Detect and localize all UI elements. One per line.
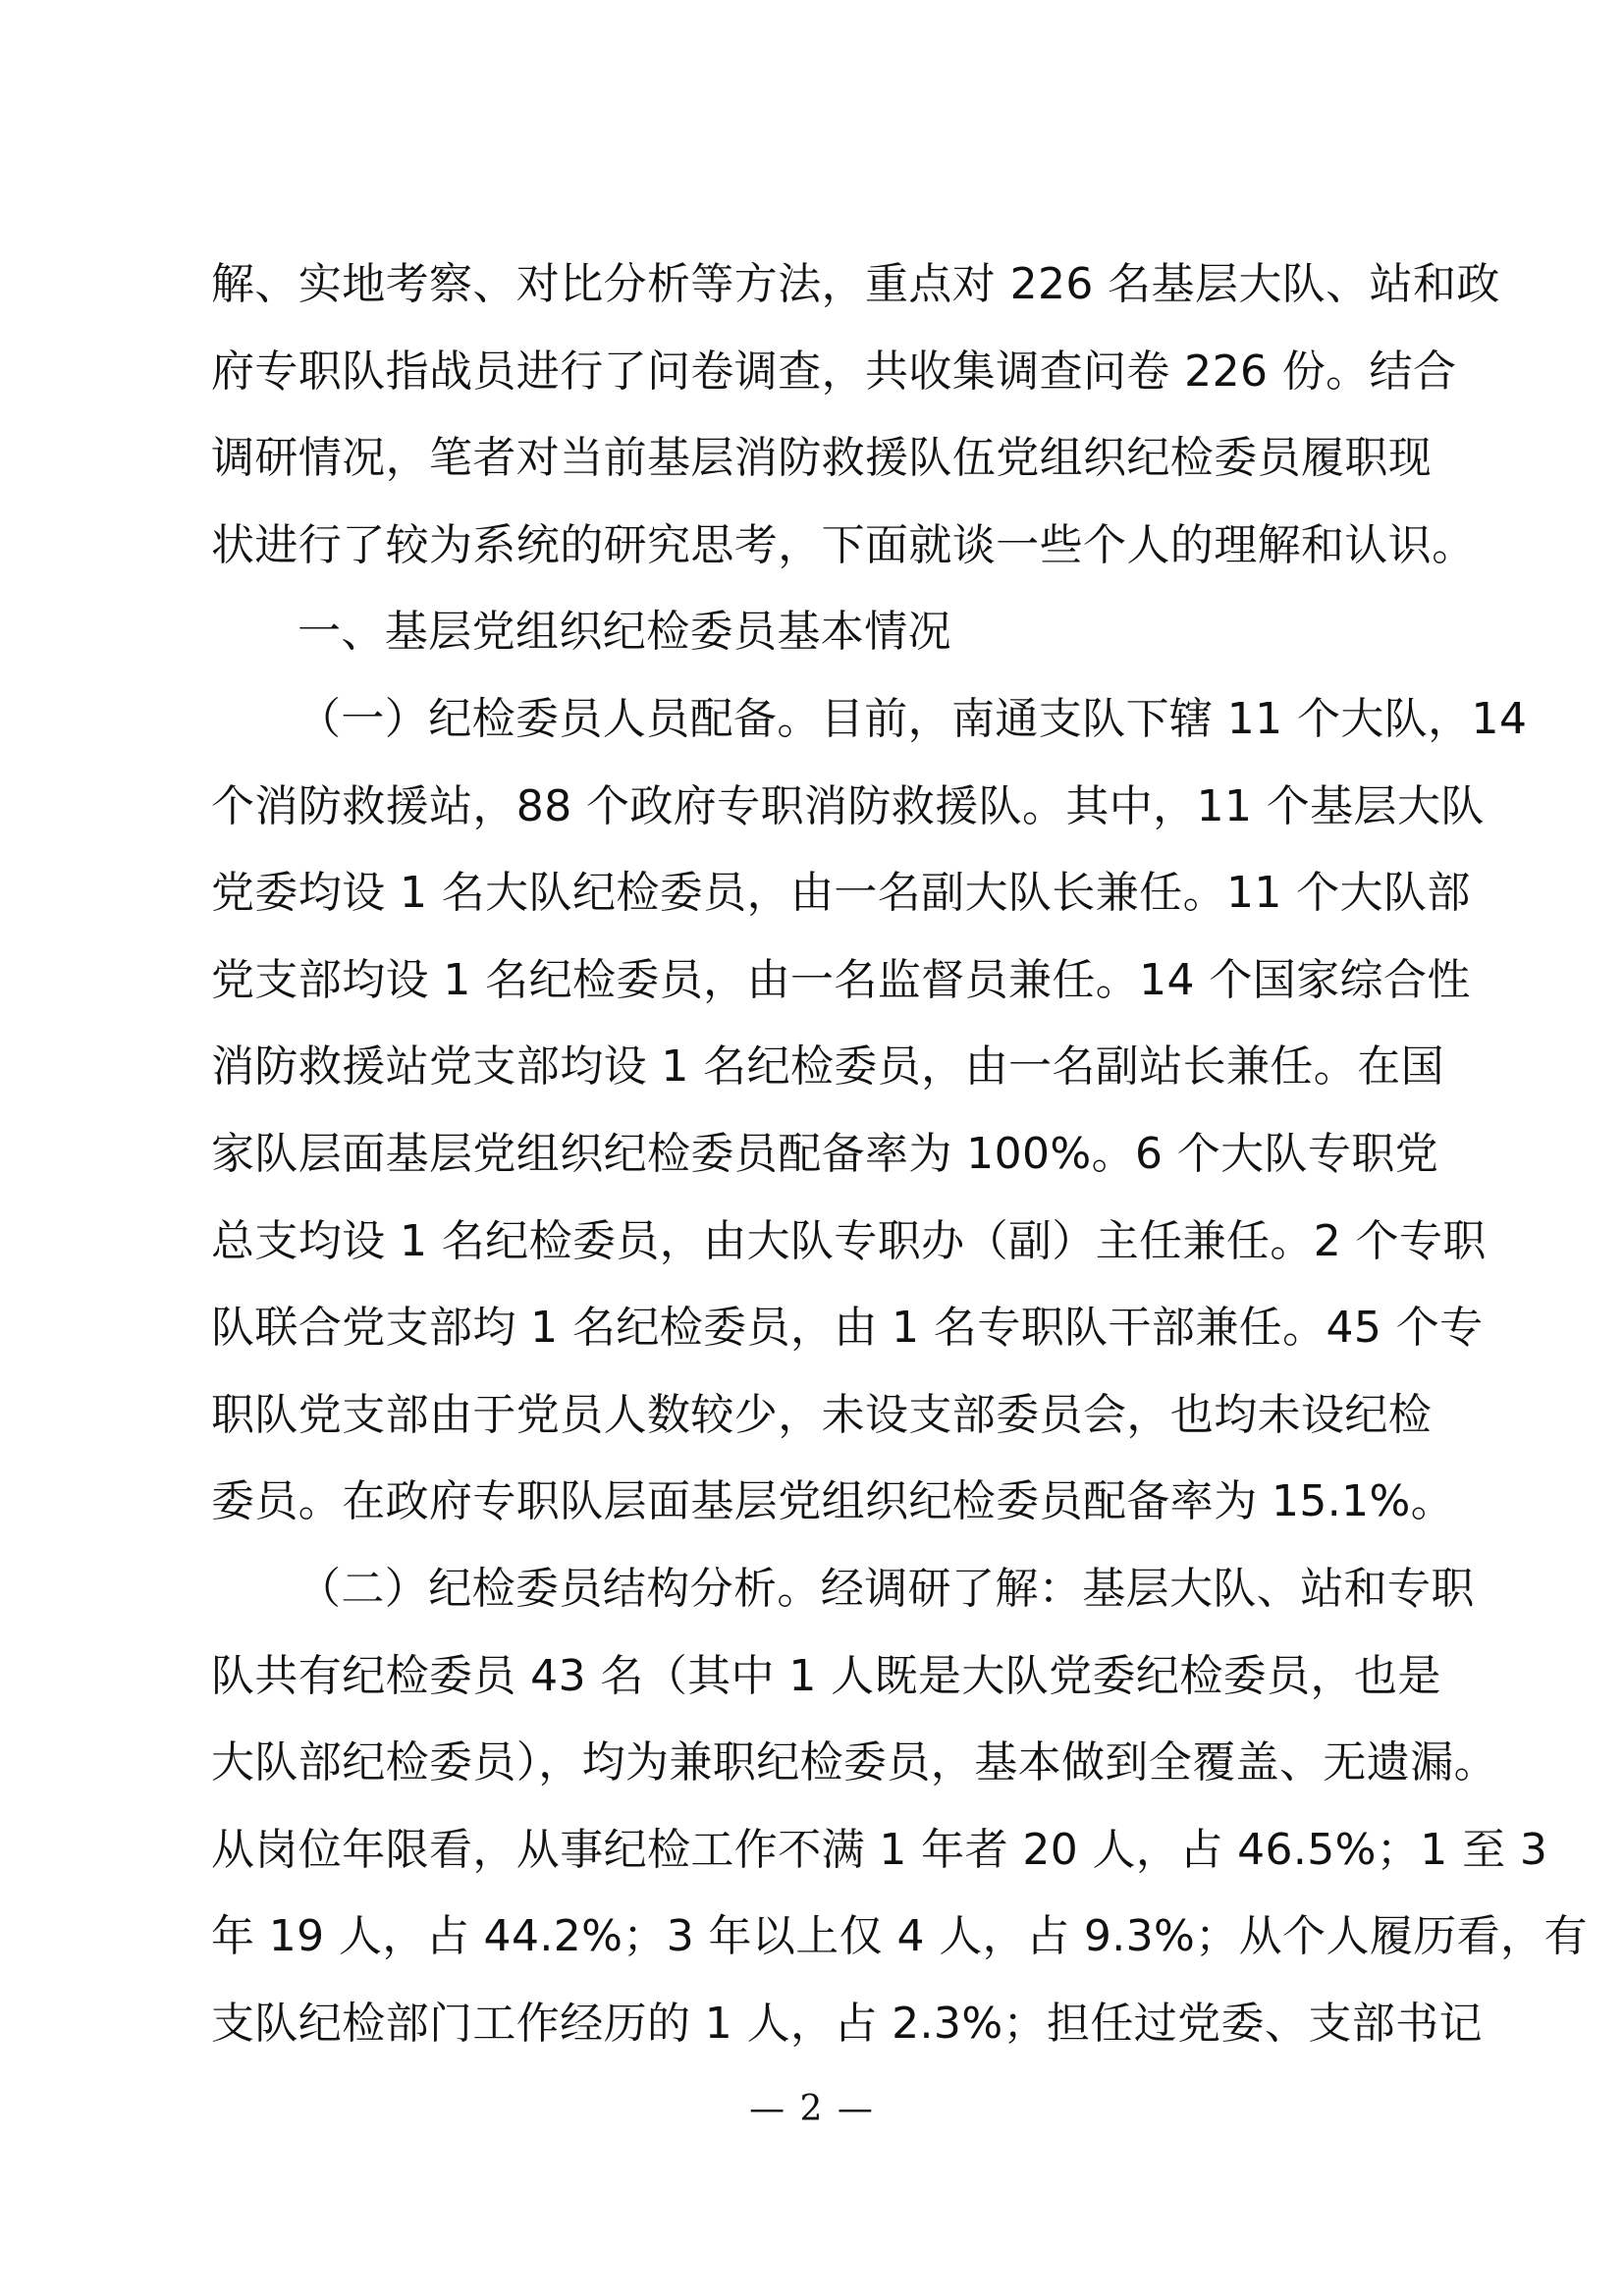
text-line: 总支均设 1 名纪检委员，由大队专职办（副）主任兼任。2 个专职 — [211, 1215, 1487, 1266]
text-line: 党支部均设 1 名纪检委员，由一名监督员兼任。14 个国家综合性 — [211, 954, 1471, 1005]
text-line: 支队纪检部门工作经历的 1 人，占 2.3%；担任过党委、支部书记 — [211, 1998, 1483, 2049]
paragraph-first-line: （一）纪检委员人员配备。目前，南通支队下辖 11 个大队，14 — [298, 693, 1528, 744]
page-number: — 2 — — [749, 2089, 875, 2129]
text-line: 从岗位年限看，从事纪检工作不满 1 年者 20 人，占 46.5%；1 至 3 — [211, 1824, 1548, 1875]
text-line: 年 19 人，占 44.2%；3 年以上仅 4 人，占 9.3%；从个人履历看，有 — [211, 1911, 1588, 1962]
text-line: 党委均设 1 名大队纪检委员，由一名副大队长兼任。11 个大队部 — [211, 868, 1471, 919]
text-line: 队共有纪检委员 43 名（其中 1 人既是大队党委纪检委员，也是 — [211, 1650, 1441, 1701]
text-line: 个消防救援站，88 个政府专职消防救援队。其中，11 个基层大队 — [211, 780, 1485, 831]
text-line: 职队党支部由于党员人数较少，未设支部委员会，也均未设纪检 — [211, 1389, 1433, 1440]
text-line: 家队层面基层党组织纪检委员配备率为 100%。6 个大队专职党 — [211, 1128, 1439, 1179]
paragraph-first-line: （二）纪检委员结构分析。经调研了解：基层大队、站和专职 — [298, 1563, 1475, 1614]
text-line: 解、实地考察、对比分析等方法，重点对 226 名基层大队、站和政 — [211, 259, 1500, 309]
section-heading: 一、基层党组织纪检委员基本情况 — [298, 607, 951, 658]
text-line: 消防救援站党支部均设 1 名纪检委员，由一名副站长兼任。在国 — [211, 1041, 1444, 1093]
text-line: 府专职队指战员进行了问卷调查，共收集调查问卷 226 份。结合 — [211, 346, 1457, 397]
text-line: 委员。在政府专职队层面基层党组织纪检委员配备率为 15.1%。 — [211, 1476, 1455, 1527]
text-line: 大队部纪检委员），均为兼职纪检委员，基本做到全覆盖、无遗漏。 — [211, 1737, 1497, 1789]
text-line: 队联合党支部均 1 名纪检委员，由 1 名专职队干部兼任。45 个专 — [211, 1303, 1484, 1354]
text-line: 调研情况，笔者对当前基层消防救援队伍党组织纪检委员履职现 — [211, 433, 1433, 484]
text-line: 状进行了较为系统的研究思考，下面就谈一些个人的理解和认识。 — [211, 519, 1476, 570]
body-text — [211, 241, 1588, 2067]
